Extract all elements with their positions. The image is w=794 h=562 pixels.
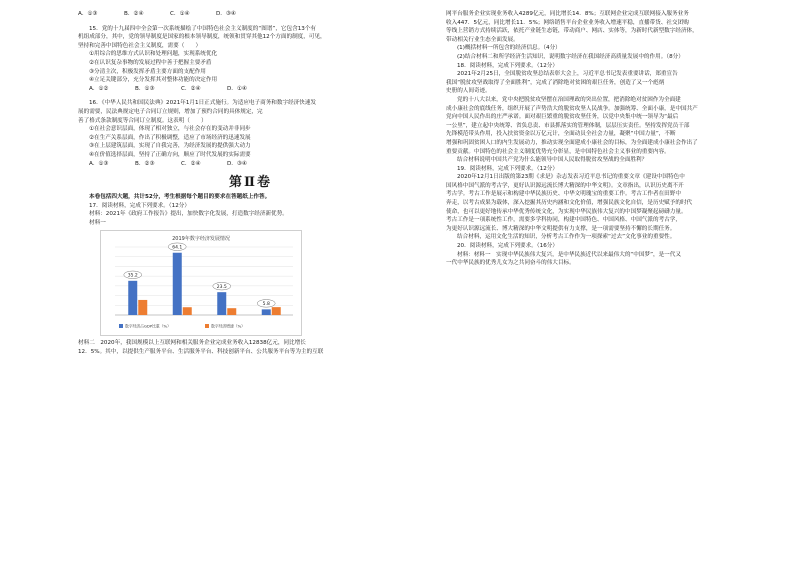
material-text: 网平台服务企业实现业务收入4289亿元，同比增长14．8%；互联网企业完成互联网接入服务业务 xyxy=(446,11,689,17)
answer-options xyxy=(78,160,423,169)
data-label: 5.8 xyxy=(262,302,270,308)
section-title: 第Ⅱ卷 xyxy=(229,175,272,191)
choice-item: ④立足关键部分，充分发挥其对整体功能的决定作用 xyxy=(89,77,218,84)
question-head: 18．阅读材料，完成下列要求。（12分） xyxy=(457,62,558,69)
question-text: 16．《中华人民共和国民法典》2021年1月1日正式施行。为适应电子商务和数字经济快速发 xyxy=(89,100,317,107)
data-label: 23.5 xyxy=(216,285,227,291)
legend-swatch xyxy=(119,324,123,328)
question-17 xyxy=(78,202,423,357)
sub-question: (1)概括材料一所包含的经济信息。（4分） xyxy=(457,45,561,52)
choice-item: ④在价值选择层面，坚持了正确方向，顺应了时代发展的实际需要 xyxy=(89,151,251,158)
material-label: 材料一 xyxy=(89,219,106,226)
material-text: 党的十八大以来，党中央把脱贫攻坚摆在治国理政的突出位置，把消除绝对贫困作为全面建 xyxy=(457,96,681,103)
option: C．②④ xyxy=(181,160,201,167)
material-text: 使命，也可以更好地传承中华优秀传统文化，为实现中华民族伟大复兴的中国梦凝聚起磅礴力量。 xyxy=(446,208,687,215)
material-text: 考古工作是一项系统性工作，需要多学科协同，构建中国特色、中国风格、中国气派的考古学， xyxy=(446,217,681,224)
material-text: 收入447．5亿元，同比增长11．5%；网络销售平台企业业务收入增速平稳，直播带货、社交团购 xyxy=(446,19,689,26)
bar xyxy=(138,300,147,315)
left-column xyxy=(78,10,423,357)
option: B．②④ xyxy=(124,11,144,17)
bar-chart xyxy=(100,230,302,336)
bar xyxy=(262,310,271,316)
material-text: 一代中华民族的优秀儿女为之共同奋斗的伟大目标。 xyxy=(446,260,575,267)
material-text: 一公里”，建立起中央统筹、省负总责、市县抓落实的管理体制，层层压实责任。坚持发挥党员干部 xyxy=(446,122,690,129)
option: A．①② xyxy=(89,85,109,92)
bar xyxy=(272,308,281,316)
option: D．③④ xyxy=(227,160,247,167)
question-head: 20．阅读材料，完成下列要求。（16分） xyxy=(457,243,558,250)
option: B．②③ xyxy=(135,160,155,167)
question-16 xyxy=(78,99,423,168)
choice-item: ③分清主次，积极发挥矛盾主要方面的支配作用 xyxy=(89,68,206,75)
material-text: 2021年2月25日，全国脱贫攻坚总结表彰大会上，习近平总书记发表重要讲话，郑重宣告 xyxy=(457,71,678,78)
material-text: 12．5%。其中，以提供生产服务平台、生活服务平台、科技创新平台、公共服务平台等为主的互联 xyxy=(78,349,324,356)
choice-item: ②在认识复杂事物的发展过程中善于把握主要矛盾 xyxy=(89,59,212,66)
material-text: 等线上营销方式持续活跃，依托产业链生态链，带动商户、网店、实体等，为新时代新型数字经济体， xyxy=(446,28,698,35)
bar xyxy=(227,309,236,316)
legend-label: 数字经济增速（%） xyxy=(211,324,245,330)
option: D．③④ xyxy=(216,11,236,17)
bar xyxy=(183,308,192,316)
legend-swatch xyxy=(205,324,209,328)
question-text: 15．党的十九届四中全会第一次系统描绘了中国特色社会主义制度的“图谱”，它包含13个有 xyxy=(89,25,317,32)
right-column xyxy=(446,10,791,268)
material-text: 增强和巩固贫困人口的内生发展动力，推动实现全面建成小康社会的目标，为全面建成小康社会作出了 xyxy=(446,139,698,146)
material-intro: 材料：2021年《政府工作报告》提出，加快数字化发展，打造数字经济新优势。 xyxy=(89,211,288,218)
material-text: 史册的人间奇迹。 xyxy=(446,88,491,95)
option: A．①③ xyxy=(78,11,98,17)
question-text: 展的需要，民法典规定电子合同订立规则，增加了预约合同的具体规定，完 xyxy=(78,108,263,115)
answer-options xyxy=(78,85,423,94)
material-text: 奔走，以考古成果为载体，深入挖掘其历史内涵和文化价值，增强民族文化自信，是历史赋予的时代 xyxy=(446,200,693,207)
option: C．②④ xyxy=(181,85,201,92)
material-text: 带动相关行业生态全面发展。 xyxy=(446,36,519,43)
material-text: 重要贡献。中国特色的社会主义制度优势充分彰显，是中国特色社会主义事业的重要内容。 xyxy=(446,148,670,155)
question-prompt: 结合材料，运用文化生活的知识，分析考古工作作为一项探索“过去”文化事业的重要性。 xyxy=(457,234,676,241)
material-text: 为更好认识源远流长、博大精深的中华文明提供有力支撑，是一项需要坚持不懈的长期任务。 xyxy=(446,225,676,232)
legend-label: 数字经济占GDP比重（%） xyxy=(125,324,171,330)
question-text: 善了格式条款制度等合同订立制度。这表明（ ） xyxy=(78,117,207,124)
option: B．①③ xyxy=(135,85,155,92)
question-19 xyxy=(446,165,791,242)
choice-item: ②在生产关系层面，作出了积极调整，适应了市场经济的迅速发展 xyxy=(89,134,251,141)
option: C．①④ xyxy=(170,11,190,17)
material-text: 成小康社会的底线任务，组织开展了声势浩大的脱贫攻坚人民战争。加强统筹、全面小康，是中国共产 xyxy=(446,105,698,112)
chart-canvas xyxy=(101,231,301,335)
question-text: 机组成部分，其中，党的领导制度是国家的根本领导制度，统领和贯穿其他12个方面的制度，可见， xyxy=(78,34,326,41)
material-text: 先锋模范带头作用，投入扶贫资金以万亿元计，全面动员全社会力量，凝聚“中国力量”，不断 xyxy=(446,131,676,138)
question-18 xyxy=(446,62,791,165)
bar xyxy=(173,253,182,315)
question-head: 19．阅读材料，完成下列要求。（12分） xyxy=(457,165,558,172)
material-text: 党向中国人民作出的庄严承诺。面对艰巨繁重的脱贫攻坚任务，以党中央集中统一领导为“最后 xyxy=(446,114,679,121)
material-text: 考古学。考古工作是展示和构建中华民族历史、中华文明瑰宝的重要工作。考古工作者在田野中 xyxy=(446,191,681,198)
bar xyxy=(128,281,137,315)
choice-item: ①用综合的思维方式认识和处理问题，实现系统优化 xyxy=(89,51,218,58)
question-head: 17．阅读材料，完成下列要求。（12分） xyxy=(89,202,190,209)
question-20 xyxy=(446,242,791,268)
chart-title: 2019年数字经济发展情况 xyxy=(172,236,230,243)
sub-question: (2)结合材料二和所学经济生活知识，说明数字经济在我国经济高质量发展中的作用。（8分） xyxy=(457,53,684,60)
material-text: 2020年12月1日出版的第23期《求是》杂志发表习近平总书记的重要文章《建设中国特色中 xyxy=(457,174,685,181)
choice-item: ③在上层建筑层面，实现了自我完善，为经济发展的提供强大动力 xyxy=(89,143,251,150)
material-text: 材料二 2020年，我国规模以上互联网和相关服务企业完成业务收入12838亿元，同比增长 xyxy=(78,340,306,347)
question-text: 坚持和完善中国特色社会主义制度，需要（ ） xyxy=(78,42,202,49)
option: D．①④ xyxy=(227,85,247,92)
data-label: 64.1 xyxy=(172,245,183,251)
option: A．①③ xyxy=(89,160,109,167)
top-options xyxy=(78,10,423,19)
question-15 xyxy=(78,25,423,94)
material-text: 我国“脱贫攻坚战取得了全面胜利”，完成了消除绝对贫困的艰巨任务，创造了又一个彪炳 xyxy=(446,79,665,86)
material-text: 材料：材料一 实现中华民族伟大复兴，是中华民族近代以来最伟大的“中国梦”，是一代又 xyxy=(457,251,681,258)
section-note: 本卷包括四大题，共计52分，考生根据每个题目的要求在答题纸上作答。 xyxy=(89,194,271,201)
choice-item: ①在社会意识层面，体现了相对独立，与社会存在的变动并非同步 xyxy=(89,126,251,133)
material-text: 国风格中国气派的考古学，更好认识源远流长博大精深的中华文明》。文章指出，认识历史离不开 xyxy=(446,182,684,189)
question-prompt: 结合材料说明中国共产党为什么能领导中国人民取得脱贫攻坚战的全面胜利？ xyxy=(457,157,648,164)
data-label: 35.2 xyxy=(127,273,138,279)
bar xyxy=(217,293,226,316)
